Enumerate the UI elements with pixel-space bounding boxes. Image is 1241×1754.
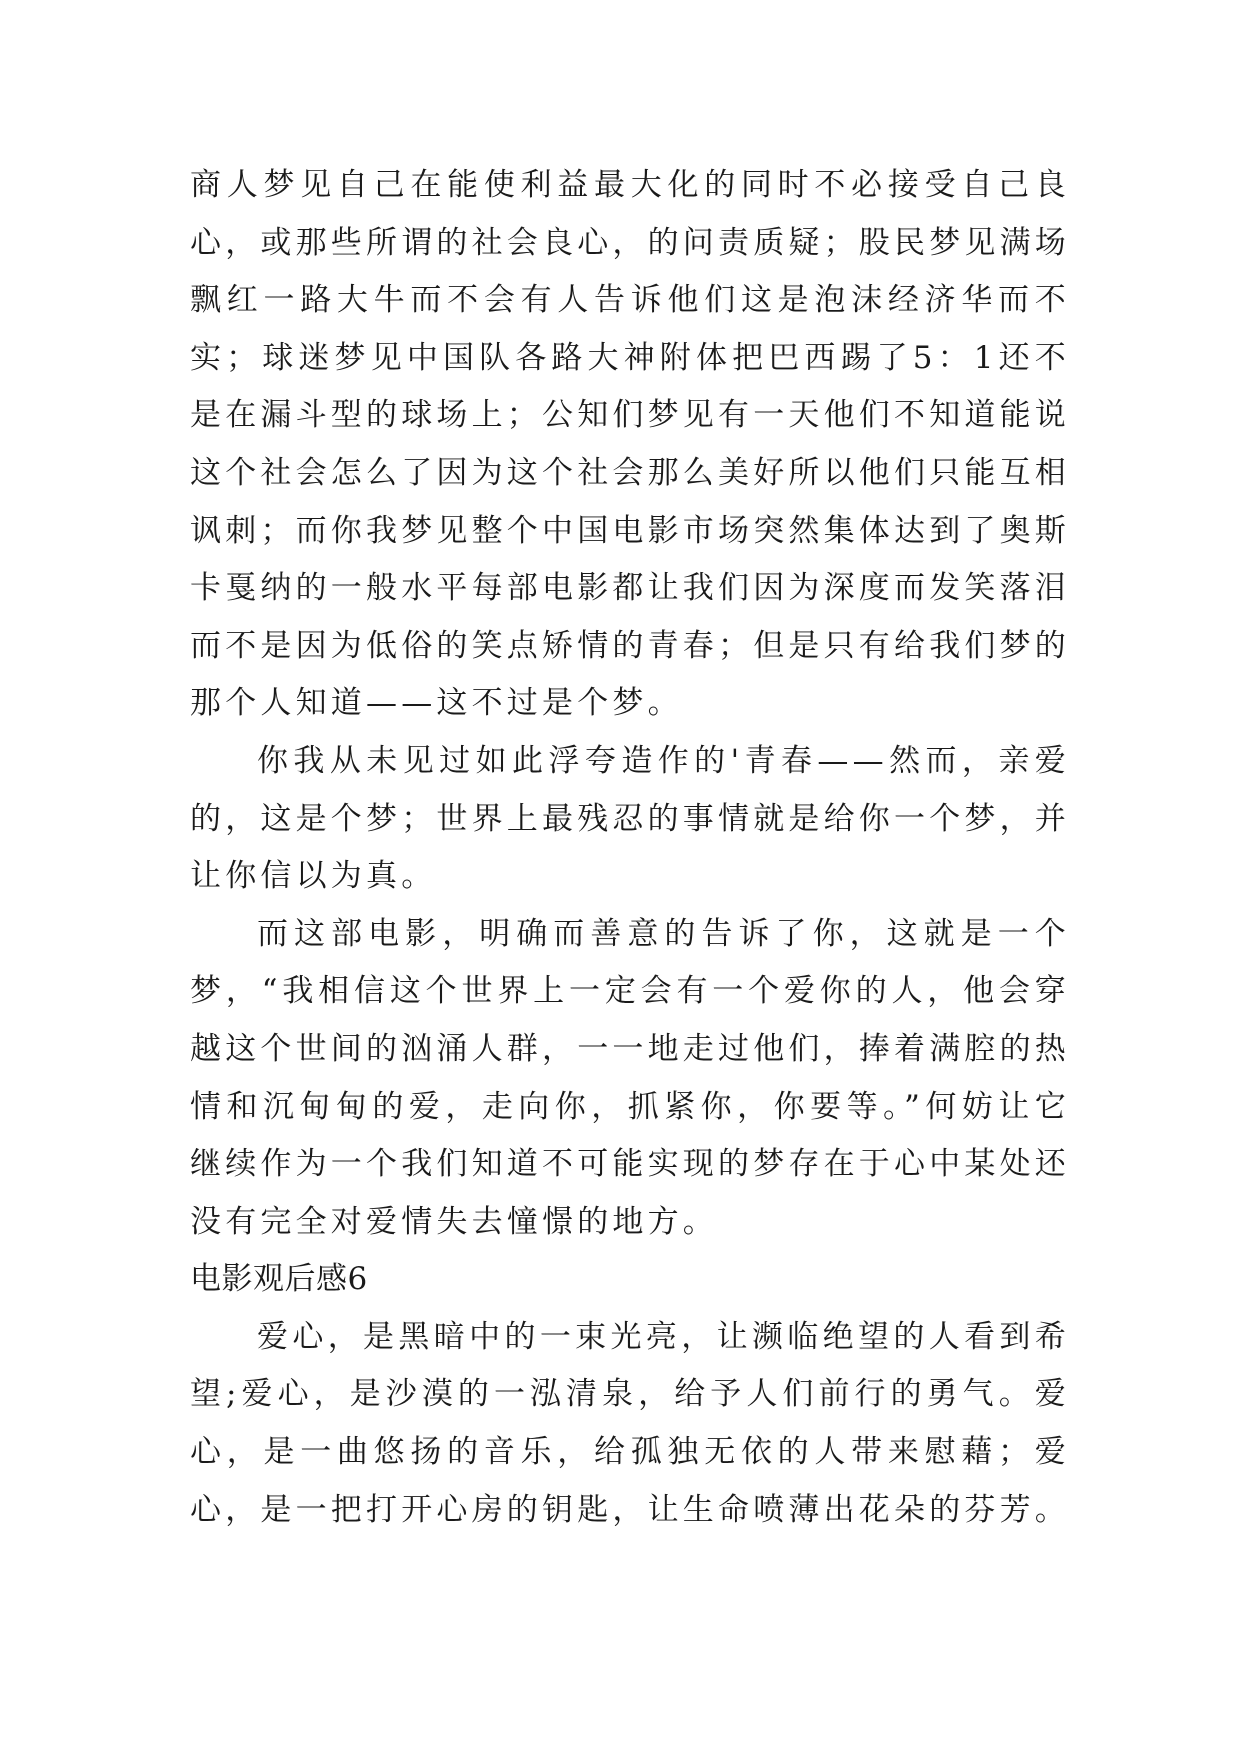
paragraph-2: 你我从未见过如此浮夸造作的'青春——然而，亲爱的，这是个梦；世界上最残忍的事情就是给你一个梦，并让你信以为真。 bbox=[190, 742, 1070, 895]
section-paragraph-1: 爱心，是黑暗中的一束光亮，让濒临绝望的人看到希望;爱心，是沙漠的一泓清泉，给予人们前行的勇气。爱心，是一曲悠扬的音乐，给孤独无依的人带来慰藉；爱心，是一把打开心房的钥匙，让生命喷薄出花朵的芬芳。 bbox=[190, 1318, 1070, 1528]
paragraph-1: 商人梦见自己在能使利益最大化的同时不必接受自己良心，或那些所谓的社会良心，的问责质疑；股民梦见满场飘红一路大牛而不会有人告诉他们这是泡沫经济华而不实；球迷梦见中国队各路大神附体把巴西踢了5：1还不是在漏斗型的球场上；公知们梦见有一天他们不知道能说这个社会怎么了因为这个社会那么美好所以他们只能互相讽刺；而你我梦见整个中国电影市场突然集体达到了奥斯卡戛纳的一般水平每部电影都让我们因为深度而发笑落泪而不是因为低俗的笑点矫情的青春；但是只有给我们梦的那个人知道——这不过是个梦。 bbox=[190, 167, 1070, 722]
document-body bbox=[190, 157, 1070, 1539]
paragraph-3: 而这部电影，明确而善意的告诉了你，这就是一个梦，“我相信这个世界上一定会有一个爱你的人，他会穿越这个世间的汹涌人群，一一地走过他们，捧着满腔的热情和沉甸甸的爱，走向你，抓紧你，你要等。”何妨让它继续作为一个我们知道不可能实现的梦存在于心中某处还没有完全对爱情失去憧憬的地方。 bbox=[190, 915, 1070, 1240]
section-heading: 电影观后感6 bbox=[190, 1261, 368, 1298]
